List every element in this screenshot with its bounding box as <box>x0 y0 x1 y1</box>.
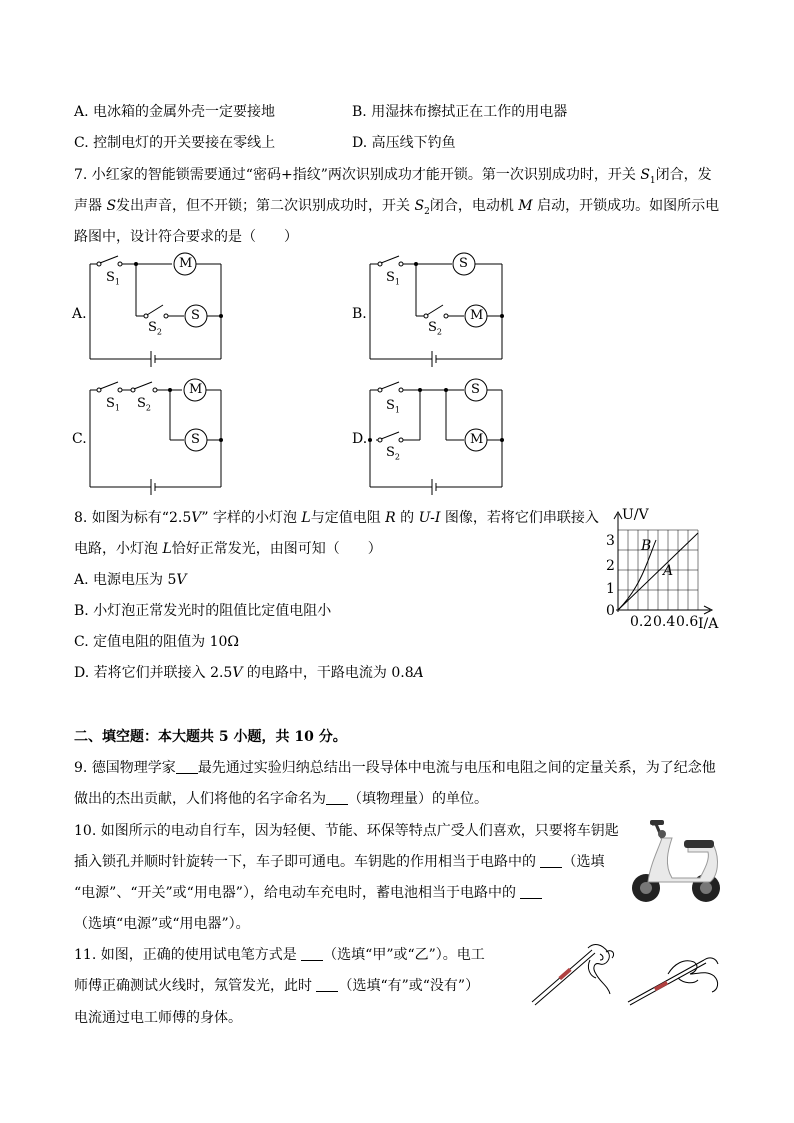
q10-blank-1[interactable] <box>540 853 562 868</box>
q7-option-a-label: A. <box>72 306 87 322</box>
q6-option-d: D. 高压线下钓鱼 <box>352 135 456 151</box>
graph-y-label: U/V <box>622 507 649 523</box>
q9-blank-1[interactable] <box>176 759 198 774</box>
graph-y-tick-2: 2 <box>606 558 615 574</box>
q7-stem-line3: 路图中，设计符合要求的是（ ） <box>74 229 298 245</box>
q7-option-c-label: C. <box>72 431 87 447</box>
q7-option-d-label: D. <box>352 431 368 447</box>
q10-line1: 10. 如图所示的电动自行车，因为轻便、节能、环保等特点广受人们喜欢，只要将车钥匙 <box>74 823 619 839</box>
q10-line4: （选填“电源”或“用电器”）。 <box>74 916 250 932</box>
switch-label-d1: $S_1$ <box>386 398 400 415</box>
q10-line3: “电源”、“开关”或“用电器”），给电动车充电时，蓄电池相当于电路中的 <box>74 883 542 903</box>
electric-bicycle-image <box>628 820 724 906</box>
switch-label-a1: $S_1$ <box>106 270 120 287</box>
q7-stem-line2: 声器 S发出声音，但不开锁；第二次识别成功时，开关 $S_2$闭合，电动机 M 启动，开锁成功。如图所示电 <box>74 198 720 217</box>
q7-stem-line1: 7. 小红家的智能锁需要通过“密码+指纹”两次识别成功才能开锁。第一次识别成功时，开关 $S_1$闭合，发 <box>74 167 712 186</box>
q7-circuit-diagrams <box>60 250 540 500</box>
q8-stem-line2: 电路，小灯泡 L恰好正常发光，由图可知（ ） <box>74 541 382 557</box>
q10-blank-2[interactable] <box>520 884 542 899</box>
switch-label-b1: $S_1$ <box>386 270 400 287</box>
speaker-symbol-c: S <box>191 432 200 447</box>
q11-line2: 师傅正确测试火线时，氖管发光，此时 （选填“有”或“没有”） <box>74 978 480 994</box>
graph-x-tick-02: 0.2 <box>630 614 653 630</box>
speaker-symbol-d: S <box>471 382 480 397</box>
section-2-title: 二、填空题：本大题共 5 小题，共 10 分。 <box>74 729 347 745</box>
q6-option-c: C. 控制电灯的开关要接在零线上 <box>74 135 276 151</box>
motor-symbol-b: M <box>470 308 484 323</box>
q8-stem-line1: 8. 如图为标有“2.5V” 字样的小灯泡 L与定值电阻 R 的 U-I 图像，若将它们串联接入 <box>74 510 599 526</box>
graph-x-label: I/A <box>698 616 719 632</box>
q9-blank-2[interactable] <box>326 790 348 805</box>
graph-curve-label-b: B <box>641 538 652 554</box>
q6-option-a: A. 电冰箱的金属外壳一定要接地 <box>74 104 276 120</box>
q8-option-b: B. 小灯泡正常发光时的阻值比定值电阻小 <box>74 603 332 619</box>
q11-line3: 电流通过电工师傅的身体。 <box>74 1010 242 1026</box>
switch-label-b2: $S_2$ <box>428 320 442 337</box>
graph-x-tick-04: 0.4 <box>653 614 676 630</box>
q11-blank-1[interactable] <box>301 946 323 961</box>
switch-label-a2: $S_2$ <box>148 320 162 337</box>
speaker-symbol-a: S <box>191 308 200 323</box>
q9-line2: 做出的杰出贡献，人们将他的名字命名为 （填物理量）的单位。 <box>74 791 488 807</box>
q8-option-a: A. 电源电压为 5V <box>74 572 187 588</box>
q8-option-c: C. 定值电阻的阻值为 10Ω <box>74 634 239 650</box>
graph-y-tick-1: 1 <box>606 581 615 597</box>
graph-y-tick-0: 0 <box>606 603 615 619</box>
graph-y-tick-3: 3 <box>606 533 615 549</box>
q7-option-b-label: B. <box>352 306 367 322</box>
graph-x-tick-06: 0.6 <box>676 614 699 630</box>
q11-blank-2[interactable] <box>316 977 338 992</box>
switch-label-c2: $S_2$ <box>137 396 151 413</box>
q10-line2: 插入锁孔并顺时针旋转一下，车子即可通电。车钥匙的作用相当于电路中的 （选填 <box>74 854 605 870</box>
q6-option-b: B. 用湿抹布擦拭正在工作的用电器 <box>352 104 568 120</box>
motor-symbol-a: M <box>179 256 193 271</box>
graph-curve-label-a: A <box>663 563 674 579</box>
motor-symbol-d: M <box>470 432 484 447</box>
q11-line1: 11. 如图，正确的使用试电笔方式是 （选填“甲”或“乙”）。电工 <box>74 947 485 963</box>
motor-symbol-c: M <box>189 382 203 397</box>
switch-label-d2: $S_2$ <box>386 445 400 462</box>
switch-label-c1: $S_1$ <box>106 396 120 413</box>
speaker-symbol-b: S <box>459 256 468 271</box>
q8-option-d: D. 若将它们并联接入 2.5V 的电路中，干路电流为 0.8A <box>74 665 424 681</box>
test-pen-drawings <box>528 940 728 1010</box>
q9-line1: 9. 德国物理学家 最先通过实验归纳总结出一段导体中电流与电压和电阻之间的定量关系，为了纪念他 <box>74 760 716 776</box>
